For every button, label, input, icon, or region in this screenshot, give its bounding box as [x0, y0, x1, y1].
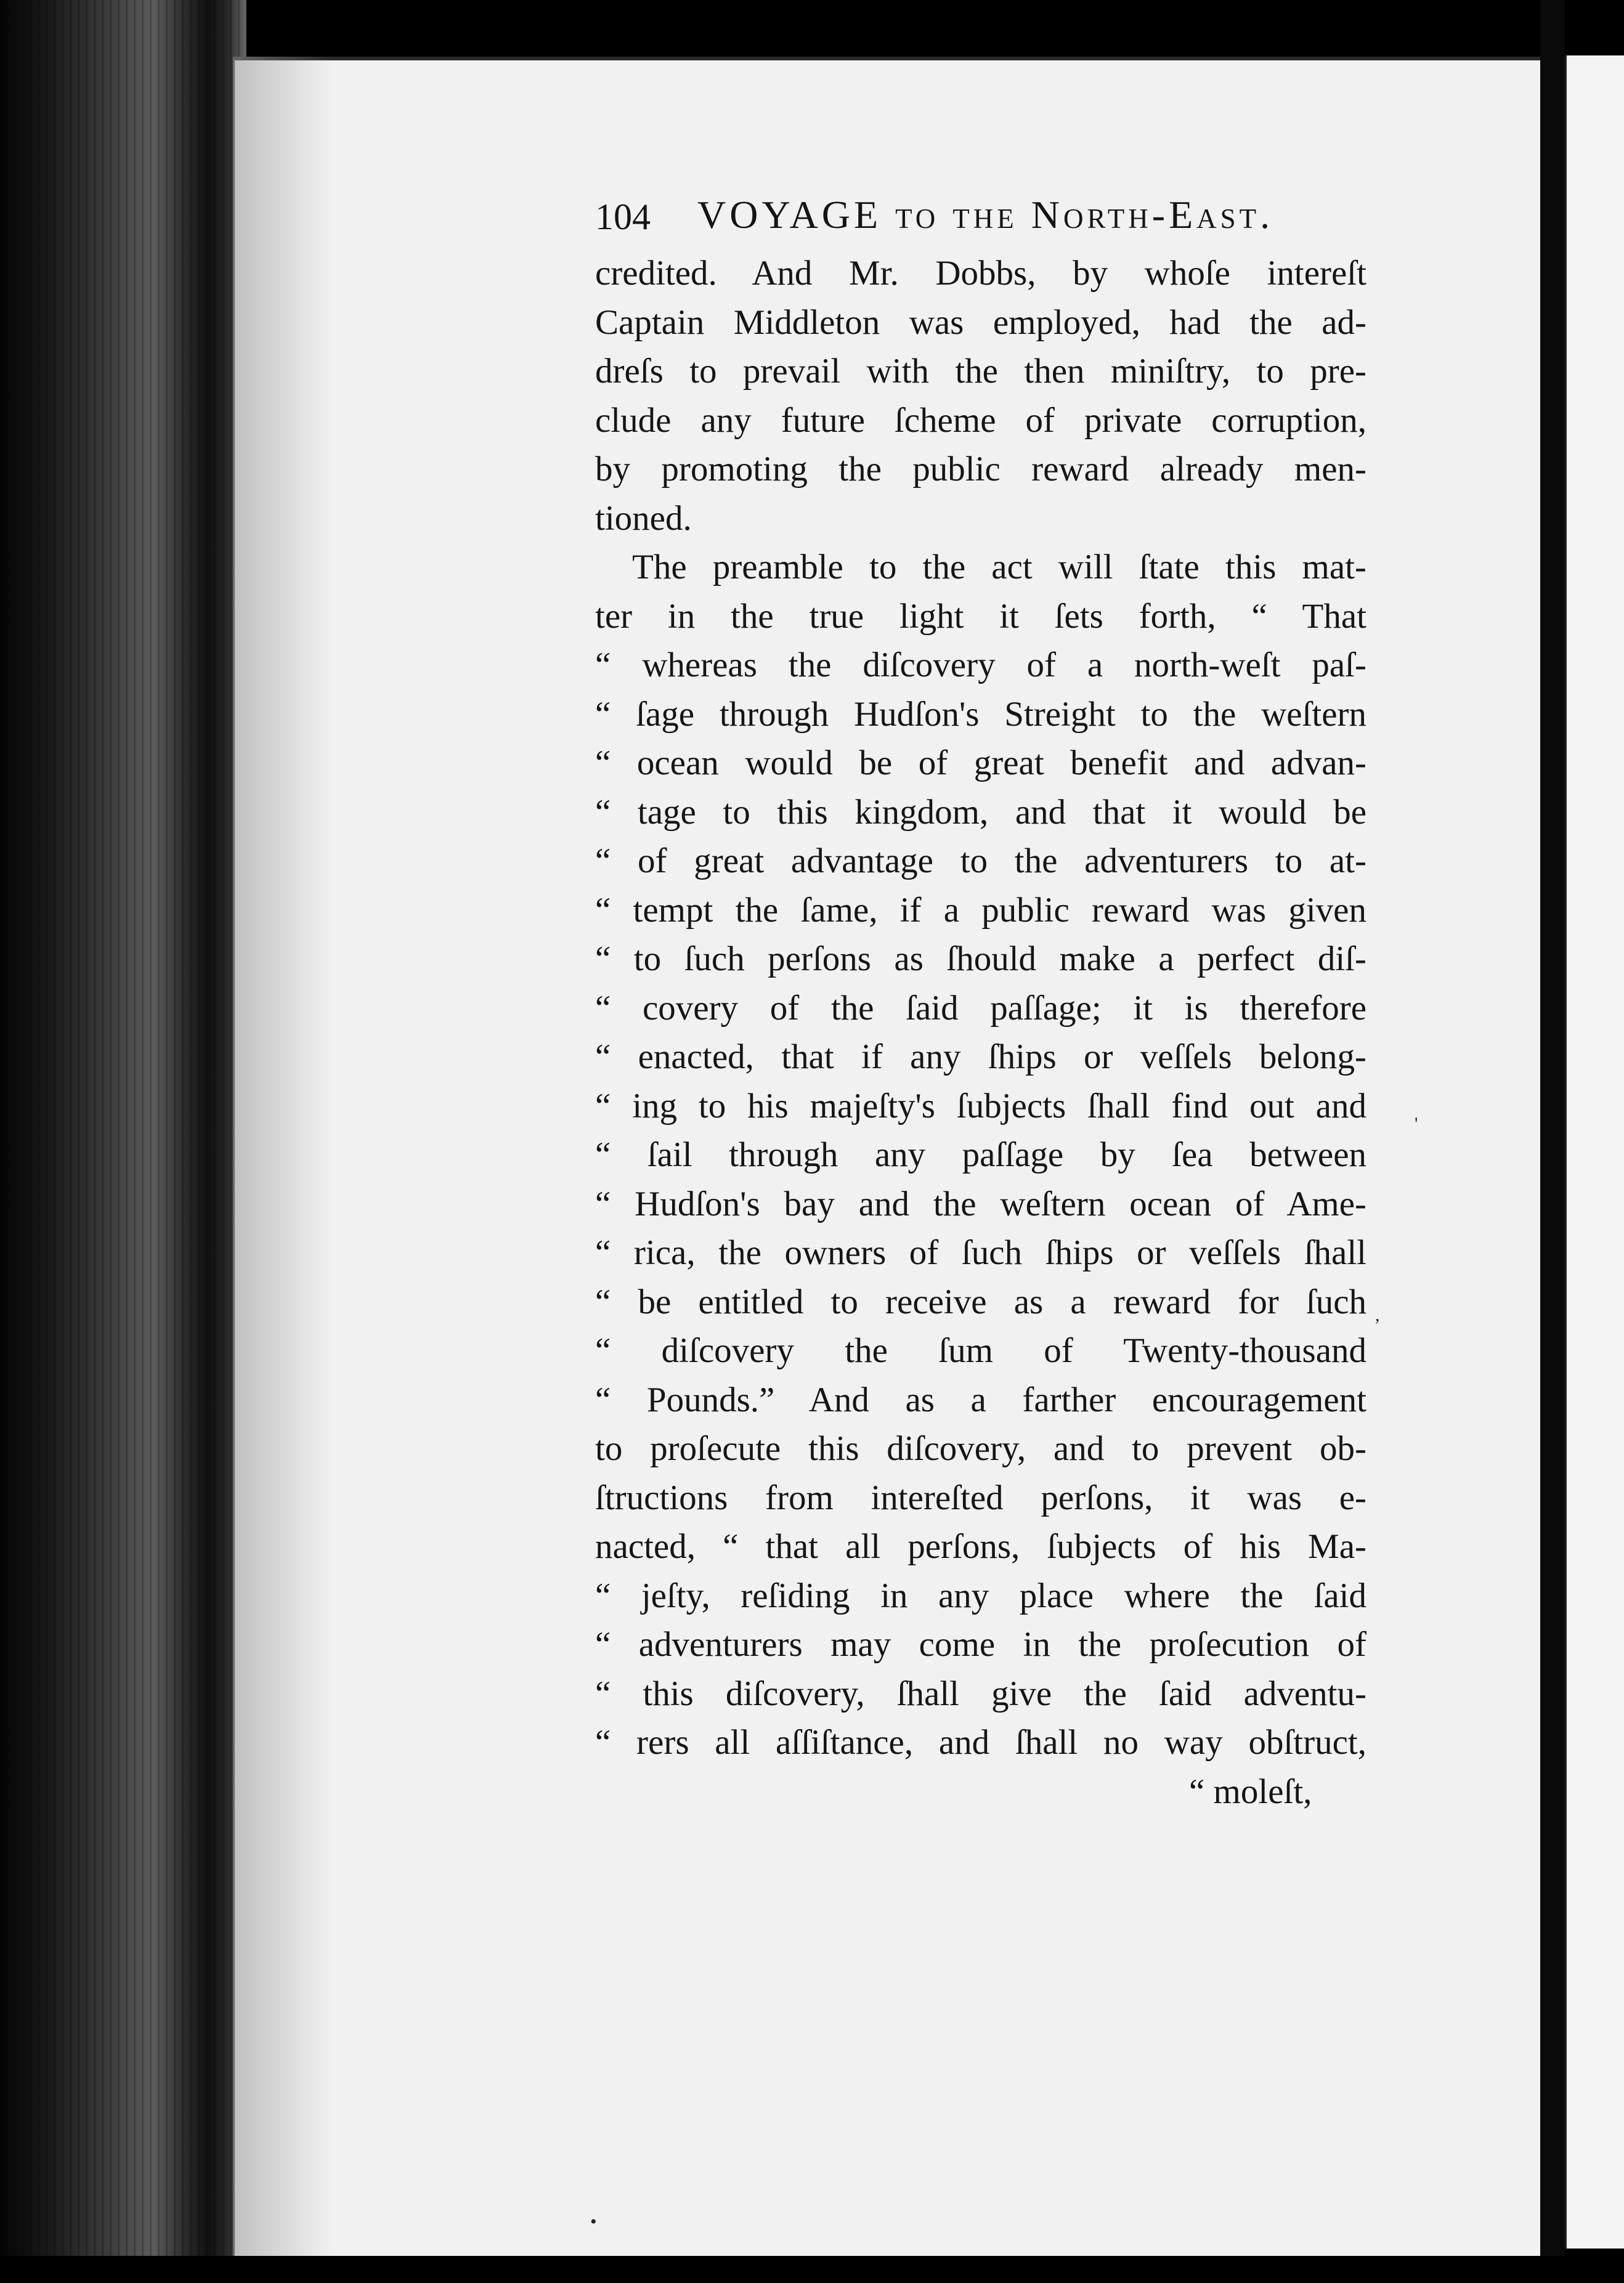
text-line: ſtructions from intereſted perſons, it was e-	[595, 1478, 1366, 1517]
text-line: “ ing to his majeſty's ſubjects ſhall find out and	[595, 1086, 1366, 1125]
text-line: “ jeſty, reſiding in any place where the ſaid	[595, 1576, 1366, 1615]
text-line: “ ſail through any paſſage by ſea between	[595, 1135, 1366, 1174]
facing-page-edge	[1565, 55, 1624, 2249]
page-curl-shadow	[233, 57, 331, 2256]
text-line: nacted, “ that all perſons, ſubjects of his Ma-	[595, 1527, 1366, 1566]
ink-speck: •	[590, 2212, 597, 2232]
text-line: “ diſcovery the ſum of Twenty-thousand	[595, 1331, 1366, 1370]
text-line: tioned.	[595, 498, 692, 538]
text-line: “ tempt the ſame, if a public reward was given	[595, 890, 1366, 930]
text-line: “ Pounds.” And as a farther encouragement	[595, 1380, 1366, 1419]
running-title: VOYAGE to the North-East.	[697, 193, 1274, 237]
scan-bottom-edge	[0, 2256, 1624, 2283]
text-line: “ ſage through Hudſon's Streight to the weſtern	[595, 694, 1366, 734]
text-line: by promoting the public reward already men-	[595, 450, 1366, 489]
text-line: The preamble to the act will ſtate this mat-	[632, 548, 1366, 586]
text-line: ter in the true light it ſets forth, “ That	[595, 596, 1366, 636]
binding-texture	[0, 0, 246, 2283]
text-line: “ enacted, that if any ſhips or veſſels belong-	[595, 1037, 1366, 1076]
text-line: “ adventurers may come in the proſecution of	[595, 1625, 1366, 1664]
text-line: “ of great advantage to the adventurers to at-	[595, 841, 1366, 880]
text-line: “ Hudſon's bay and the weſtern ocean of Ame-	[595, 1184, 1366, 1223]
text-line: “ this diſcovery, ſhall give the ſaid adventu-	[595, 1674, 1366, 1713]
text-line: “ rers all aſſiſtance, and ſhall no way obſtruct,	[595, 1723, 1366, 1762]
text-line: “ ocean would be of great benefit and advan-	[595, 744, 1366, 782]
ink-speck: '	[1415, 1114, 1418, 1134]
text-line: “ covery of the ſaid paſſage; it is therefore	[595, 988, 1366, 1028]
text-line: Captain Middleton was employed, had the ad-	[595, 302, 1366, 342]
body-text	[595, 249, 1366, 1767]
text-line: “ tage to this kingdom, and that it would be	[595, 792, 1366, 832]
text-line: to proſecute this diſcovery, and to prevent ob-	[595, 1429, 1366, 1468]
text-line: “ be entitled to receive as a reward for ſuch	[595, 1282, 1366, 1321]
ink-speck: ,	[1375, 1305, 1380, 1325]
text-line: “ to ſuch perſons as ſhould make a perfect diſ-	[595, 939, 1366, 978]
running-header	[595, 192, 1365, 245]
text-line: dreſs to prevail with the then miniſtry, to pre-	[595, 352, 1366, 391]
catchword: “ moleſt,	[1189, 1772, 1312, 1811]
text-line: “ rica, the owners of ſuch ſhips or veſſels ſhall	[595, 1233, 1366, 1272]
text-line: credited. And Mr. Dobbs, by whoſe intereſt	[595, 254, 1366, 293]
page-number: 104	[595, 197, 651, 237]
text-line: “ whereas the diſcovery of a north-weſt paſ-	[595, 646, 1366, 684]
scan-right-edge	[1540, 0, 1565, 2283]
text-line: clude any future ſcheme of private corruption,	[595, 400, 1366, 440]
